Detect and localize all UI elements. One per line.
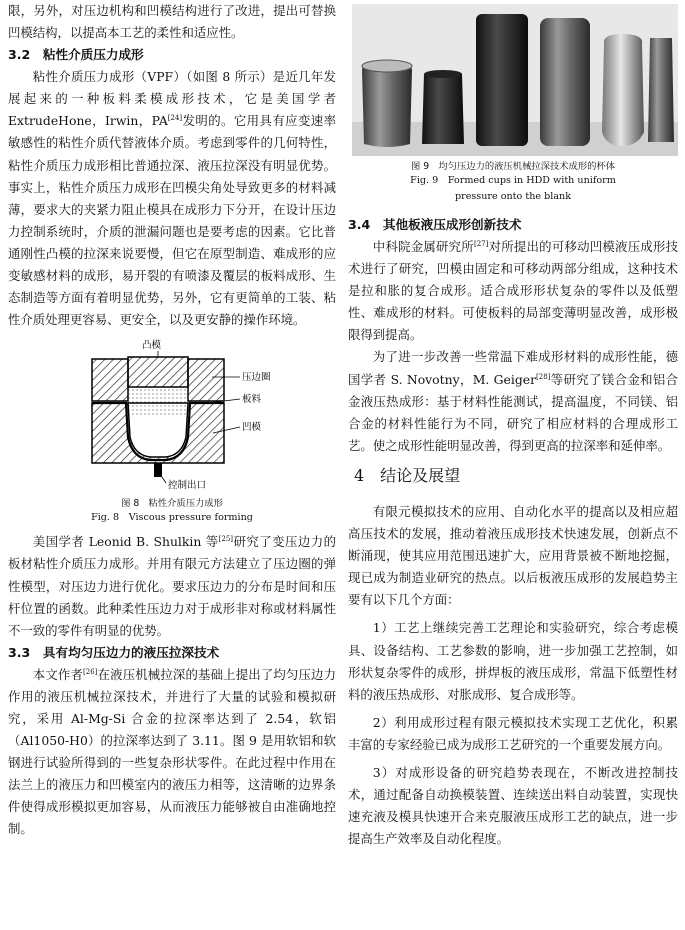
cup-2 [422, 74, 464, 144]
list-item-2: 2）利用成形过程有限元模拟技术实现工艺优化，积累丰富的专家经验已成为成形工艺研究的一个重要发展方向。 [348, 714, 678, 752]
label-sheet: 板料 [242, 394, 262, 406]
cup-6 [648, 38, 674, 142]
figure-9-caption-en-1: Fig. 9 Formed cups in HDD with uniform [410, 175, 616, 186]
figure-9-caption-cn: 图 9 均匀压边力的液压机械拉深技术成形的杯体 [410, 161, 616, 172]
viscous-medium [128, 387, 188, 417]
intro-continuation: 限，另外，对压边机构和凹模结构进行了改进，提出可替换凹模结构，以提高本工艺的柔性和适应性。 [8, 3, 336, 41]
citation-27: [27] [473, 239, 489, 248]
list-item-3: 3）对成形设备的研究趋势表现在，不断改进控制技术，通过配备自动换模装置、连续送出料自动装置，实现快速充液及模具快速开合来克服液压成形工艺的缺点，进一步提高生产效率及自动化程度。 [348, 764, 678, 847]
section-4-paragraph: 有限元模拟技术的应用、自动化水平的提高以及相应超高压技术的发展，推动着液压成形技术快速发展，创新点不断涌现，使其应用范围迅速扩大，应用背景被不断地挖掘，现已成为制造业研究的热点。以后板液压成形的发展趋势主要有以下几个方面： [348, 503, 678, 608]
citation-25: [25] [218, 535, 234, 544]
section-4-heading: 4 结论及展望 [354, 465, 461, 485]
section-3-2-paragraph: 粘性介质压力成形（VPF）（如图 8 所示）是近几年发展起来的一种板料柔模成形技术，它是美国学者 ExtrudeHone，Irwin，PA[24]发明的。它用具有应变速率敏感性的粘性介质代替液体介质。考虑到零件的几何特性，粘性介质压力成形相比普通拉深、液压拉深没有明显优势。事实上，粘性介质压力成形在凹模尖角处导致更多的材料减薄，要求大的夹紧力阻止模具在成形力下分开，在设计压边力控制系统时，介质的泄漏问题也是要考虑的因素。它比普通刚性凸模的拉深来说要慢，但它在原型制造、难成形的应变敏感材料的成形，易开裂的有喷漆及覆层的板料成形、生态制造等方面有着明显优势，另外，它有更简单的工装、粘性介质处理更容易、更安全，以及更安静的操作环境。 [8, 69, 336, 328]
cup-3 [476, 14, 528, 146]
figure-9-caption-en-2: pressure onto the blank [454, 191, 572, 202]
label-control-outlet: 控制出口 [168, 480, 207, 492]
cup-1 [362, 62, 412, 147]
viscous-pressure-forming-diagram [8, 337, 334, 497]
section-3-3-paragraph: 本文作者[26]在液压机械拉深的基础上提出了均匀压边力作用的液压机械拉深技术，并进行了大量的试验和模拟研究，采用 Al-Mg-Si 合金的拉深率达到了 2.54，软铝（Al1050-H0）的拉深率达到了 3.11。图 9 是用软铝和软钢进行试验所得到的一些复杂形状零件。在此过程中作用在法兰上的液压力和凹模室内的液压力相等，这清晰的边界条件使得成形模拟更加容易，从而液压力能够被自由准确地控制。 [8, 666, 337, 837]
blank-holder-left [92, 359, 128, 401]
section-3-4-paragraph-1: 中科院金属研究所[27]对所提出的可移动凹模液压成形技术进行了研究，凹模由固定和可移动两部分组成，这种技术是拉和胀的复合成形。适合成形形状复杂的零件以及低塑性、难成形的材料。可使板料的局部变薄明显改善，成形极限得到提高。 [348, 239, 679, 343]
section-3-4-paragraph-2: 为了进一步改善一些常温下难成形材料的成形性能，德国学者 S. Novotny，M. Geiger[28]等研究了镁合金和铝合金液压热成形：基于材料性能测试，提高温度，不同镁、铝合金的材料性能行为不同，研究了相应材料的合理成形工艺。使之成形性能明显改善，得到更高的拉深率和延伸率。 [348, 349, 679, 453]
right-column [348, 0, 678, 850]
citation-28: [28] [536, 372, 551, 381]
section-3-3-heading: 3.3 具有均匀压边力的液压拉深技术 [8, 644, 220, 660]
citation-26: [26] [83, 667, 98, 676]
figure-8 [8, 337, 334, 497]
citation-24: [24] [167, 114, 183, 123]
shulkin-paragraph: 美国学者 Leonid B. Shulkin 等[25]研究了变压边力的板材粘性介质压力成形。并用有限元方法建立了压边圈的弹性模型，对压边力进行优化。要求压边力的分布是时间和压杆位置的函数。此种柔性压边力对于成形非对称或材料属性不一致的零件有明显的优势。 [8, 534, 337, 638]
label-blank-holder: 压边圈 [242, 372, 271, 384]
figure-8-caption-en: Fig. 8 Viscous pressure forming [91, 512, 253, 524]
list-item-1: 1）工艺上继续完善工艺理论和实验研究，综合考虑模具、设备结构、工艺参数的影响，进一步加强工艺控制，如形状复杂零件的成形，拼焊板的液压成形，常温下低塑性材料的液压热成形、对胀成形、复合成形等。 [348, 620, 678, 702]
control-outlet-port [154, 463, 162, 477]
figure-9 [352, 4, 678, 156]
label-die: 凹模 [242, 422, 262, 434]
label-punch: 凸模 [142, 340, 162, 352]
section-3-4-heading: 3.4 其他板液压成形创新技术 [348, 217, 522, 232]
section-3-2-heading: 3.2 粘性介质压力成形 [8, 47, 144, 63]
punch-shape [128, 357, 188, 387]
cup-5 [602, 34, 644, 146]
cup-4 [540, 18, 590, 146]
formed-cups-photo [352, 4, 678, 156]
left-column [8, 0, 336, 841]
blank-holder-right [188, 359, 224, 401]
figure-8-caption-cn: 图 8 粘性介质压力成形 [121, 498, 223, 510]
